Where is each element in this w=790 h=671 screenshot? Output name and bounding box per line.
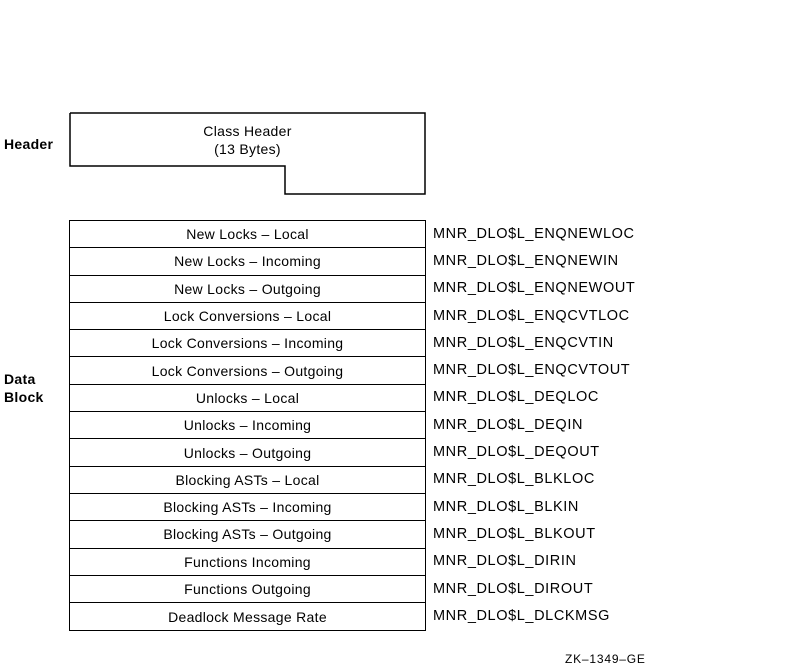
field-name: MNR_DLO$L_DEQIN bbox=[433, 416, 584, 433]
field-name: MNR_DLO$L_ENQCVTIN bbox=[433, 334, 614, 351]
field-name: MNR_DLO$L_DEQLOC bbox=[433, 389, 599, 406]
field-name-list bbox=[433, 220, 733, 629]
field-name: MNR_DLO$L_BLKOUT bbox=[433, 525, 596, 542]
data-block-row: Lock Conversions – Outgoing bbox=[70, 357, 425, 384]
field-name: MNR_DLO$L_ENQNEWIN bbox=[433, 252, 619, 269]
data-block-row: Blocking ASTs – Incoming bbox=[70, 494, 425, 521]
class-header-text bbox=[70, 122, 425, 158]
field-name: MNR_DLO$L_DIRIN bbox=[433, 553, 577, 570]
field-name: MNR_DLO$L_ENQCVTLOC bbox=[433, 307, 630, 324]
field-name: MNR_DLO$L_BLKIN bbox=[433, 498, 579, 515]
field-name: MNR_DLO$L_ENQCVTOUT bbox=[433, 362, 631, 379]
data-block-row: Functions Outgoing bbox=[70, 576, 425, 603]
data-block-row: Blocking ASTs – Outgoing bbox=[70, 521, 425, 548]
data-block-row: Blocking ASTs – Local bbox=[70, 467, 425, 494]
field-name: MNR_DLO$L_ENQNEWOUT bbox=[433, 280, 636, 297]
data-block-row: New Locks – Outgoing bbox=[70, 276, 425, 303]
data-block-row: Unlocks – Incoming bbox=[70, 412, 425, 439]
data-block-row: Lock Conversions – Incoming bbox=[70, 330, 425, 357]
figure-id: ZK–1349–GE bbox=[565, 652, 646, 666]
field-name: MNR_DLO$L_ENQNEWLOC bbox=[433, 225, 635, 242]
field-name: MNR_DLO$L_DLCKMSG bbox=[433, 607, 610, 624]
data-block-row: New Locks – Incoming bbox=[70, 248, 425, 275]
class-header-size: (13 Bytes) bbox=[214, 141, 281, 157]
data-block-label-line1: Data bbox=[4, 371, 36, 387]
data-block-row: Unlocks – Local bbox=[70, 385, 425, 412]
field-name: MNR_DLO$L_DIROUT bbox=[433, 580, 594, 597]
class-header-title: Class Header bbox=[203, 123, 292, 139]
data-block-row: Deadlock Message Rate bbox=[168, 608, 327, 625]
header-label: Header bbox=[4, 136, 54, 152]
data-block-row: New Locks – Local bbox=[70, 221, 425, 248]
data-block-row: Unlocks – Outgoing bbox=[70, 439, 425, 466]
data-block-label-line2: Block bbox=[4, 389, 44, 405]
data-block-row: Functions Incoming bbox=[70, 549, 425, 576]
data-block-table bbox=[69, 220, 426, 631]
field-name: MNR_DLO$L_DEQOUT bbox=[433, 444, 600, 461]
field-name: MNR_DLO$L_BLKLOC bbox=[433, 471, 595, 488]
data-block-row: Lock Conversions – Local bbox=[70, 303, 425, 330]
